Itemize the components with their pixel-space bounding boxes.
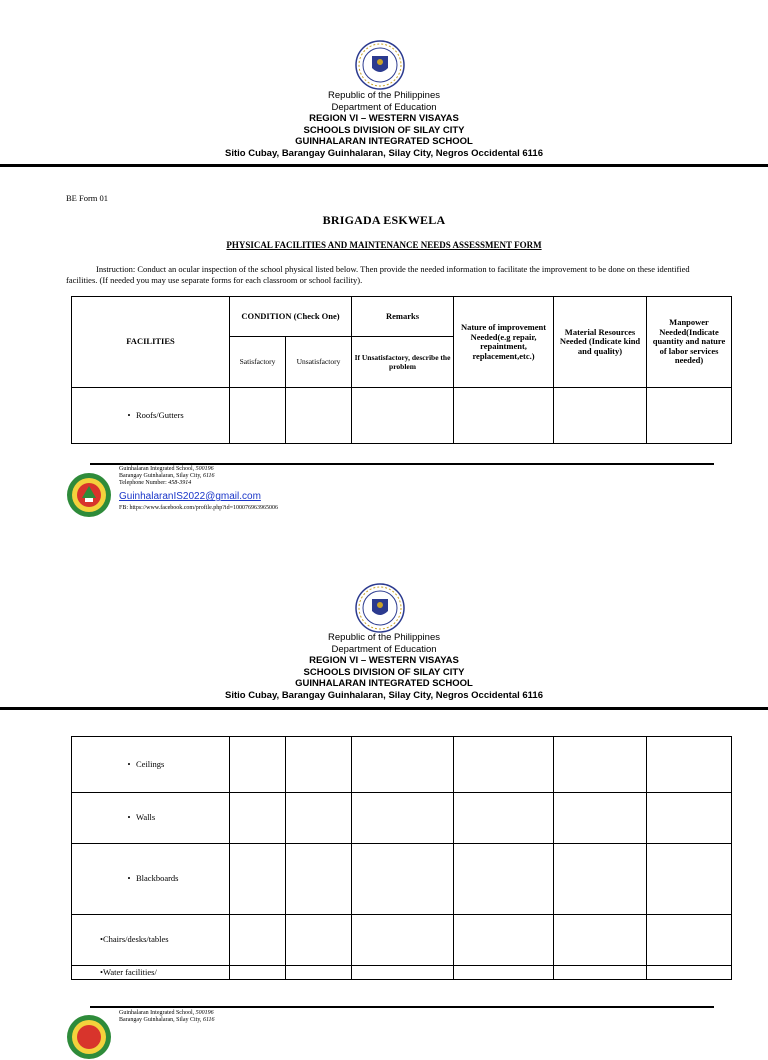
facility-label: Water facilities/ — [102, 966, 157, 977]
unsatisfactory-checkbox[interactable] — [286, 915, 352, 966]
material-field[interactable] — [554, 737, 647, 793]
school-line: GUINHALARAN INTEGRATED SCHOOL — [295, 136, 473, 148]
facility-label: Roofs/Gutters — [136, 409, 184, 420]
remarks-field[interactable] — [352, 844, 454, 915]
satisfactory-checkbox[interactable] — [230, 915, 286, 966]
table-row — [72, 966, 732, 980]
division-line: SCHOOLS DIVISION OF SILAY CITY — [303, 124, 465, 136]
unsatisfactory-checkbox[interactable] — [286, 793, 352, 844]
footer-email-link[interactable]: GuinhalaranIS2022@gmail.com — [119, 491, 261, 502]
facility-label: Blackboards — [136, 873, 179, 884]
footer-school: Guinhalaran Integrated School, — [119, 466, 195, 472]
letterhead — [0, 632, 768, 702]
footer-phone-label: Telephone Number: — [119, 480, 167, 486]
instruction-text — [66, 264, 716, 285]
footer-zip: 6116 — [202, 473, 215, 479]
division-line: SCHOOLS DIVISION OF SILAY CITY — [303, 666, 465, 678]
manpower-field[interactable] — [647, 966, 732, 980]
nature-field[interactable] — [454, 793, 554, 844]
satisfactory-checkbox[interactable] — [230, 966, 286, 980]
facility-label: Chairs/desks/tables — [102, 934, 169, 945]
facility-cell: • Blackboards — [72, 844, 230, 915]
nature-field[interactable] — [454, 966, 554, 980]
deped-seal-icon — [355, 583, 405, 633]
footer-phone: 458-3914 — [168, 480, 192, 486]
nature-field[interactable] — [454, 915, 554, 966]
region-line: REGION VI – WESTERN VISAYAS — [309, 655, 459, 667]
nature-field[interactable] — [454, 388, 554, 444]
unsatisfactory-checkbox[interactable] — [286, 844, 352, 915]
footer-address: Barangay Guinhalaran, Silay City, — [119, 1017, 202, 1023]
footer-address: Barangay Guinhalaran, Silay City, — [119, 473, 202, 479]
header-nature: Nature of improvement Needed(e.g repair, repaintment, replacement,etc.) — [454, 297, 554, 388]
header-manpower: Manpower Needed(Indicate quantity and nature of labor services needed) — [647, 297, 732, 388]
address-line: Sitio Cubay, Barangay Guinhalaran, Silay City, Negros Occidental 6116 — [224, 147, 543, 159]
remarks-field[interactable] — [352, 793, 454, 844]
table-row — [72, 388, 732, 444]
header-condition: CONDITION (Check One) — [230, 297, 352, 337]
header-material: Material Resources Needed (Indicate kind and quality) — [554, 297, 647, 388]
header-divider — [0, 164, 768, 167]
letterhead — [0, 90, 768, 160]
nature-field[interactable] — [454, 844, 554, 915]
unsatisfactory-checkbox[interactable] — [286, 737, 352, 793]
remarks-field[interactable] — [352, 388, 454, 444]
unsatisfactory-checkbox[interactable] — [286, 966, 352, 980]
footer-divider — [90, 1006, 714, 1008]
school-line: GUINHALARAN INTEGRATED SCHOOL — [295, 678, 473, 690]
remarks-field[interactable] — [352, 737, 454, 793]
facility-cell: • Ceilings — [72, 737, 230, 793]
satisfactory-checkbox[interactable] — [230, 388, 286, 444]
assessment-table — [71, 296, 732, 444]
satisfactory-checkbox[interactable] — [230, 793, 286, 844]
material-field[interactable] — [554, 966, 647, 980]
form-number: BE Form 01 — [66, 193, 109, 203]
assessment-table-continued — [71, 736, 732, 980]
footer-school-id: 500196 — [195, 1010, 214, 1016]
deped-seal-icon — [355, 40, 405, 90]
table-row — [72, 915, 732, 966]
form-title: BRIGADA ESKWELA — [322, 213, 446, 227]
footer-school-id: 500196 — [195, 466, 214, 472]
unsatisfactory-checkbox[interactable] — [286, 388, 352, 444]
address-line: Sitio Cubay, Barangay Guinhalaran, Silay City, Negros Occidental 6116 — [224, 689, 543, 701]
nature-field[interactable] — [454, 737, 554, 793]
form-subtitle: PHYSICAL FACILITIES AND MAINTENANCE NEEDS ASSESSMENT FORM — [226, 240, 542, 250]
header-facilities: FACILITIES — [72, 297, 230, 388]
footer-school: Guinhalaran Integrated School, — [119, 1010, 195, 1016]
footer-fb-link[interactable]: FB: https://www.facebook.com/profile.php?id=100076963965006 — [119, 505, 278, 511]
table-row — [72, 793, 732, 844]
facility-cell: •Water facilities/ — [72, 966, 230, 980]
satisfactory-checkbox[interactable] — [230, 737, 286, 793]
header-remarks-sub: If Unsatisfactory, describe the problem — [352, 337, 454, 388]
republic-line: Republic of the Philippines — [328, 632, 440, 643]
facility-label: Walls — [136, 812, 156, 823]
material-field[interactable] — [554, 388, 647, 444]
facility-label: Ceilings — [136, 758, 165, 769]
satisfactory-checkbox[interactable] — [230, 844, 286, 915]
manpower-field[interactable] — [647, 737, 732, 793]
header-divider — [0, 707, 768, 710]
manpower-field[interactable] — [647, 388, 732, 444]
header-remarks: Remarks — [352, 297, 454, 337]
footer-contact — [119, 1010, 215, 1024]
header-unsatisfactory: Unsatisfactory — [286, 337, 352, 388]
manpower-field[interactable] — [647, 844, 732, 915]
material-field[interactable] — [554, 844, 647, 915]
region-line: REGION VI – WESTERN VISAYAS — [309, 113, 459, 125]
header-satisfactory: Satisfactory — [230, 337, 286, 388]
table-row — [72, 844, 732, 915]
school-logo-icon — [66, 472, 112, 518]
department-line: Department of Education — [331, 101, 437, 113]
remarks-field[interactable] — [352, 966, 454, 980]
facility-cell: • Walls — [72, 793, 230, 844]
facility-cell: •Chairs/desks/tables — [72, 915, 230, 966]
footer-zip: 6116 — [202, 1017, 215, 1023]
material-field[interactable] — [554, 915, 647, 966]
instruction-body: Instruction: Conduct an ocular inspection of the school physical listed below. Then provide the needed information to facilitate the improvement to be done on these identified facilities. (If needed you may use separate forms for each classroom or school facility). — [66, 264, 690, 285]
table-row — [72, 737, 732, 793]
manpower-field[interactable] — [647, 915, 732, 966]
republic-line: Republic of the Philippines — [328, 90, 440, 101]
footer-contact — [119, 466, 215, 487]
material-field[interactable] — [554, 793, 647, 844]
manpower-field[interactable] — [647, 793, 732, 844]
facility-cell: • Roofs/Gutters — [72, 388, 230, 444]
footer-divider — [90, 463, 714, 465]
remarks-field[interactable] — [352, 915, 454, 966]
school-logo-icon — [66, 1014, 112, 1060]
department-line: Department of Education — [331, 643, 437, 655]
